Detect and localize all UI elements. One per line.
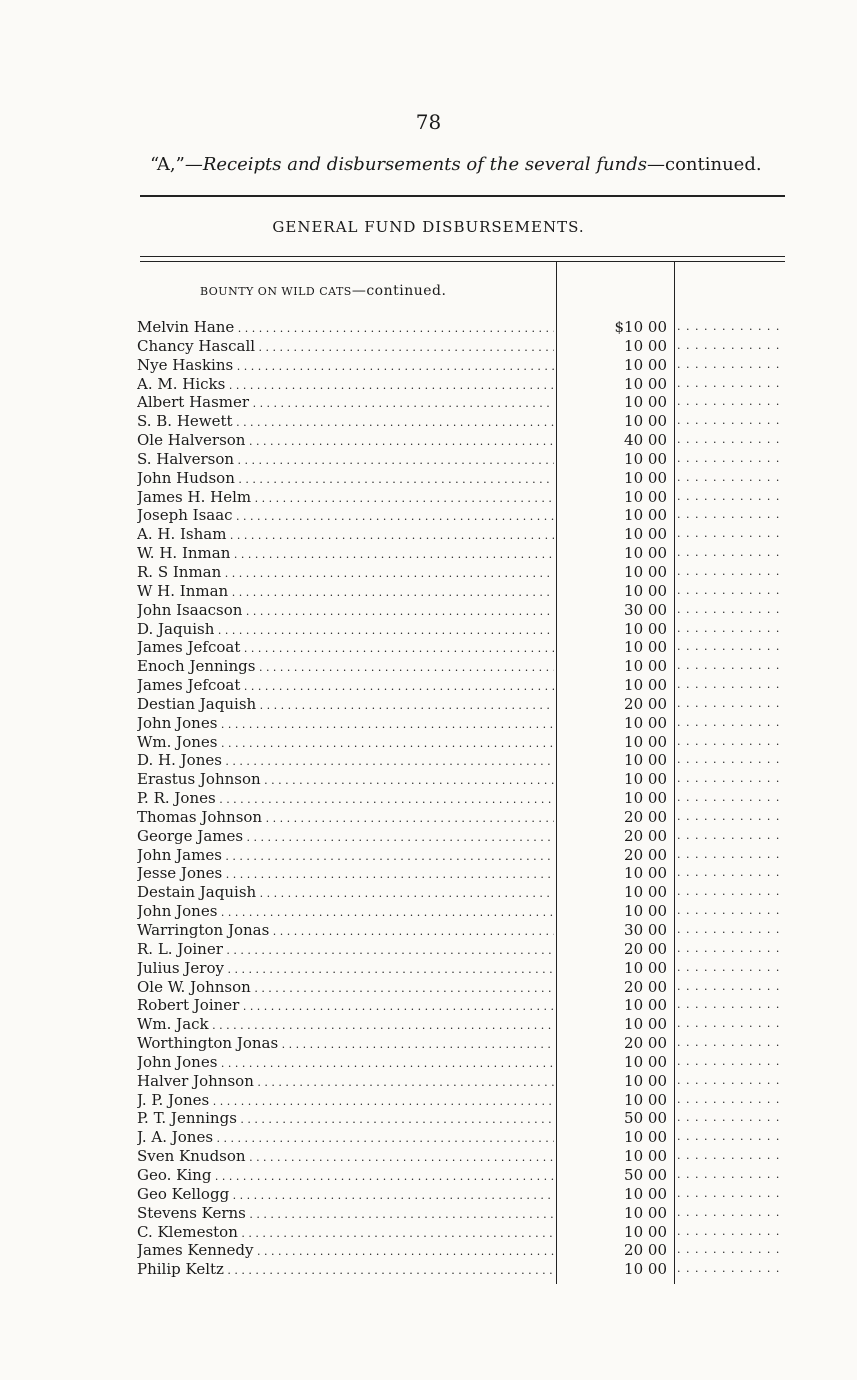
amount: 10 00: [624, 525, 667, 544]
list-item: [137, 770, 792, 789]
heading-label: “A,”: [150, 154, 185, 175]
heading-rule: [140, 195, 785, 197]
list-item: [137, 846, 792, 865]
list-item: [137, 1223, 792, 1242]
payee-name: R. S Inman . . .: [137, 563, 554, 584]
amount: 10 00: [624, 544, 667, 563]
amount: 10 00: [624, 638, 667, 657]
amount: 10 00: [624, 732, 667, 751]
empty-column-leader: . . . . . . . . . . . .: [677, 960, 781, 974]
empty-column-leader: . . . . . . . . . . . .: [677, 470, 781, 484]
amount: 10 00: [624, 958, 667, 977]
payee-name: Wm. Jack . . .: [137, 1015, 554, 1036]
amount: 10 00: [624, 393, 667, 412]
list-item: [137, 1015, 792, 1034]
payee-name: Erastus Johnson . . .: [137, 770, 554, 791]
amount: 10 00: [624, 562, 667, 581]
empty-column-leader: . . . . . . . . . . . .: [677, 1111, 781, 1125]
empty-column-leader: . . . . . . . . . . . .: [677, 357, 781, 371]
list-item: [137, 883, 792, 902]
empty-column-leader: . . . . . . . . . . . .: [677, 1054, 781, 1068]
amount: 10 00: [624, 1147, 667, 1166]
amount: 10 00: [624, 449, 667, 468]
heading-suffix: —continued.: [646, 154, 762, 175]
empty-column-leader: . . . . . . . . . . . .: [677, 734, 781, 748]
empty-column-leader: . . . . . . . . . . . .: [677, 998, 781, 1012]
amount: 10 00: [624, 336, 667, 355]
list-item: [137, 1185, 792, 1204]
list-item: [137, 412, 792, 431]
amount: 10 00: [624, 581, 667, 600]
payee-name: John Isaacson . . .: [137, 601, 554, 622]
empty-column-leader: . . . . . . . . . . . .: [677, 1149, 781, 1163]
empty-column-leader: . . . . . . . . . . . .: [677, 772, 781, 786]
payee-name: Joseph Isaac . . .: [137, 506, 554, 527]
list-item: [137, 1147, 792, 1166]
empty-column-leader: . . . . . . . . . . . .: [677, 376, 781, 390]
list-item: [137, 582, 792, 601]
page-heading: [150, 154, 790, 175]
empty-column-leader: . . . . . . . . . . . .: [677, 395, 781, 409]
amount: 20 00: [624, 694, 667, 713]
payee-name: James Jefcoat . . .: [137, 676, 554, 697]
list-item: [137, 940, 792, 959]
amount: 10 00: [624, 487, 667, 506]
amount: 10 00: [624, 1184, 667, 1203]
empty-column-leader: . . . . . . . . . . . .: [677, 979, 781, 993]
amount: 10 00: [624, 1260, 667, 1279]
list-item: [137, 450, 792, 469]
amount: 10 00: [624, 1203, 667, 1222]
empty-column-leader: . . . . . . . . . . . .: [677, 923, 781, 936]
empty-column-leader: . . . . . . . . . . . .: [677, 1262, 781, 1276]
amount: 10 00: [624, 883, 667, 902]
amount: 20 00: [624, 977, 667, 996]
amount: 10 00: [624, 713, 667, 732]
amount: 20 00: [624, 1034, 667, 1053]
payee-name: John Jones . . .: [137, 1053, 554, 1074]
amount: 10 00: [624, 1052, 667, 1071]
empty-column-leader: . . . . . . . . . . . .: [677, 621, 781, 635]
empty-column-leader: . . . . . . . . . . . .: [677, 885, 781, 899]
list-item: [137, 601, 792, 620]
payee-name: Halver Johnson . . .: [137, 1072, 554, 1093]
payee-name: P. T. Jennings . . .: [137, 1109, 554, 1130]
payee-name: Destain Jaquish . . .: [137, 883, 554, 904]
list-item: [137, 469, 792, 488]
payee-name: Sven Knudson . . .: [137, 1147, 554, 1168]
amount: 10 00: [624, 902, 667, 921]
empty-column-leader: . . . . . . . . . . . .: [677, 320, 781, 333]
empty-column-leader: . . . . . . . . . . . .: [677, 809, 781, 823]
empty-column-leader: . . . . . . . . . . . .: [677, 1092, 781, 1106]
list-item: [137, 638, 792, 657]
payee-name: J. P. Jones . . .: [137, 1091, 554, 1112]
section-title: [200, 283, 446, 299]
payee-name: S. B. Hewett . . .: [137, 412, 554, 433]
payee-name: R. L. Joiner . . .: [137, 940, 554, 961]
payee-name: Chancy Hascall . . .: [137, 337, 554, 358]
amount: 10 00: [624, 1128, 667, 1147]
amount: 20 00: [624, 939, 667, 958]
list-item: [137, 695, 792, 714]
empty-column-leader: . . . . . . . . . . . .: [677, 1073, 781, 1087]
amount: 10 00: [624, 789, 667, 808]
empty-column-leader: . . . . . . . . . . . .: [677, 1130, 781, 1144]
amount: 10 00: [624, 770, 667, 789]
list-item: [137, 544, 792, 563]
amount: 20 00: [624, 1241, 667, 1260]
empty-column-leader: . . . . . . . . . . . .: [677, 1205, 781, 1219]
empty-column-leader: . . . . . . . . . . . .: [677, 866, 781, 880]
table-subtitle: GENERAL FUND DISBURSEMENTS.: [272, 218, 585, 236]
list-item: [137, 1241, 792, 1260]
empty-column-leader: . . . . . . . . . . . .: [677, 1167, 781, 1181]
list-item: [137, 356, 792, 375]
empty-column-leader: . . . . . . . . . . . .: [677, 696, 781, 710]
payee-name: John James . . .: [137, 846, 554, 867]
double-rule-top: [140, 256, 785, 257]
section-title-text: BOUNTY ON WILD CATS: [200, 285, 352, 298]
list-item: [137, 902, 792, 921]
payee-name: Worthington Jonas . . .: [137, 1034, 554, 1055]
empty-column-leader: . . . . . . . . . . . .: [677, 1036, 781, 1050]
empty-column-leader: . . . . . . . . . . . .: [677, 1017, 781, 1031]
amount: 50 00: [624, 1165, 667, 1184]
amount: 10 00: [624, 1222, 667, 1241]
empty-column-leader: . . . . . . . . . . . .: [677, 791, 781, 805]
list-item: [137, 563, 792, 582]
amount: 10 00: [624, 657, 667, 676]
list-item: [137, 488, 792, 507]
list-item: [137, 1204, 792, 1223]
amount: 10 00: [624, 996, 667, 1015]
amount: 20 00: [624, 807, 667, 826]
empty-column-leader: . . . . . . . . . . . .: [677, 640, 781, 654]
amount: 10 00: [624, 468, 667, 487]
empty-column-leader: . . . . . . . . . . . .: [677, 451, 781, 465]
amount: 10 00: [624, 355, 667, 374]
list-item: [137, 1034, 792, 1053]
amount: 10 00: [624, 751, 667, 770]
amount: 10 00: [624, 506, 667, 525]
payee-name: Ole W. Johnson . . .: [137, 978, 554, 999]
list-item: [137, 375, 792, 394]
empty-column-leader: . . . . . . . . . . . .: [677, 583, 781, 597]
empty-column-leader: . . . . . . . . . . . .: [677, 715, 781, 729]
list-item: [137, 393, 792, 412]
empty-column-leader: . . . . . . . . . . . .: [677, 678, 781, 692]
payee-name: Ole Halverson . . .: [137, 431, 554, 452]
empty-column-leader: . . . . . . . . . . . .: [677, 1186, 781, 1200]
payee-name: S. Halverson . . .: [137, 450, 554, 471]
payee-name: James Jefcoat . . .: [137, 638, 554, 659]
empty-column-leader: . . . . . . . . . . . .: [677, 602, 781, 616]
empty-column-leader: . . . . . . . . . . . .: [677, 527, 781, 541]
empty-column-leader: . . . . . . . . . . . .: [677, 753, 781, 767]
disbursement-list: [137, 318, 792, 1279]
list-item: [137, 978, 792, 997]
page-number: 78: [415, 110, 442, 134]
payee-name: P. R. Jones . . .: [137, 789, 554, 810]
empty-column-leader: . . . . . . . . . . . .: [677, 1243, 781, 1257]
payee-name: J. A. Jones . . .: [137, 1128, 554, 1149]
list-item: [137, 1109, 792, 1128]
list-item: [137, 921, 792, 940]
payee-name: Geo. King . . .: [137, 1166, 554, 1187]
list-item: [137, 1091, 792, 1110]
empty-column-leader: . . . . . . . . . . . .: [677, 828, 781, 842]
payee-name: A. H. Isham . . .: [137, 525, 554, 546]
list-item: [137, 431, 792, 450]
amount: 10 00: [624, 412, 667, 431]
list-item: [137, 751, 792, 770]
empty-column-leader: . . . . . . . . . . . .: [677, 564, 781, 578]
list-item: [137, 864, 792, 883]
payee-name: Melvin Hane . . .: [137, 318, 554, 339]
list-item: [137, 620, 792, 639]
payee-name: Albert Hasmer . . .: [137, 393, 554, 414]
payee-name: Robert Joiner . . .: [137, 996, 554, 1017]
list-item: [137, 1072, 792, 1091]
payee-name: Geo Kellogg . . .: [137, 1185, 554, 1206]
payee-name: W. H. Inman . . .: [137, 544, 554, 565]
amount: 10 00: [624, 374, 667, 393]
list-item: [137, 789, 792, 808]
amount: 10 00: [624, 676, 667, 695]
empty-column-leader: . . . . . . . . . . . .: [677, 338, 781, 352]
payee-name: John Jones . . .: [137, 902, 554, 923]
payee-name: Thomas Johnson . . .: [137, 808, 554, 829]
payee-name: Destian Jaquish . . .: [137, 695, 554, 716]
empty-column-leader: . . . . . . . . . . . .: [677, 1224, 781, 1238]
amount: 50 00: [624, 1109, 667, 1128]
payee-name: George James . . .: [137, 827, 554, 848]
amount: 20 00: [624, 845, 667, 864]
list-item: [137, 1128, 792, 1147]
list-item: [137, 1053, 792, 1072]
amount: 10 00: [624, 1071, 667, 1090]
amount: 30 00: [624, 921, 667, 939]
list-item: [137, 1260, 792, 1279]
amount: 20 00: [624, 826, 667, 845]
payee-name: A. M. Hicks . . .: [137, 375, 554, 396]
list-item: [137, 808, 792, 827]
empty-column-leader: . . . . . . . . . . . .: [677, 508, 781, 522]
amount: 30 00: [624, 600, 667, 619]
payee-name: James Kennedy . . .: [137, 1241, 554, 1262]
payee-name: John Jones . . .: [137, 714, 554, 735]
amount: 10 00: [624, 1015, 667, 1034]
payee-name: Nye Haskins . . .: [137, 356, 554, 377]
payee-name: James H. Helm . . .: [137, 488, 554, 509]
heading-italic: —Receipts and disbursements of the several funds: [184, 154, 647, 175]
list-item: [137, 1166, 792, 1185]
list-item: [137, 959, 792, 978]
list-item: [137, 657, 792, 676]
empty-column-leader: . . . . . . . . . . . .: [677, 433, 781, 447]
payee-name: Stevens Kerns . . .: [137, 1204, 554, 1225]
list-item: [137, 525, 792, 544]
list-item: [137, 506, 792, 525]
list-item: [137, 733, 792, 752]
list-item: [137, 827, 792, 846]
payee-name: W H. Inman . . .: [137, 582, 554, 603]
payee-name: Jesse Jones . . .: [137, 864, 554, 885]
amount: 10 00: [624, 1090, 667, 1109]
amount: 10 00: [624, 619, 667, 638]
amount: 40 00: [624, 431, 667, 450]
list-item: [137, 337, 792, 356]
empty-column-leader: . . . . . . . . . . . .: [677, 847, 781, 861]
payee-name: Enoch Jennings . . .: [137, 657, 554, 678]
list-item: [137, 714, 792, 733]
empty-column-leader: . . . . . . . . . . . .: [677, 414, 781, 428]
list-item: [137, 996, 792, 1015]
empty-column-leader: . . . . . . . . . . . .: [677, 904, 781, 918]
amount: $10 00: [614, 318, 667, 336]
empty-column-leader: . . . . . . . . . . . .: [677, 546, 781, 560]
payee-name: Philip Keltz . . .: [137, 1260, 554, 1281]
double-rule-bottom: [140, 261, 785, 262]
empty-column-leader: . . . . . . . . . . . .: [677, 489, 781, 503]
payee-name: C. Klemeston . . .: [137, 1223, 554, 1244]
payee-name: John Hudson . . .: [137, 469, 554, 490]
section-title-suffix: —continued.: [351, 283, 447, 299]
payee-name: D. Jaquish . . .: [137, 620, 554, 641]
payee-name: Warrington Jonas . . .: [137, 921, 554, 942]
list-item: [137, 318, 792, 337]
payee-name: Wm. Jones . . .: [137, 733, 554, 754]
empty-column-leader: . . . . . . . . . . . .: [677, 659, 781, 673]
empty-column-leader: . . . . . . . . . . . .: [677, 941, 781, 955]
amount: 10 00: [624, 864, 667, 883]
payee-name: Julius Jeroy . . .: [137, 959, 554, 980]
list-item: [137, 676, 792, 695]
payee-name: D. H. Jones . . .: [137, 751, 554, 772]
